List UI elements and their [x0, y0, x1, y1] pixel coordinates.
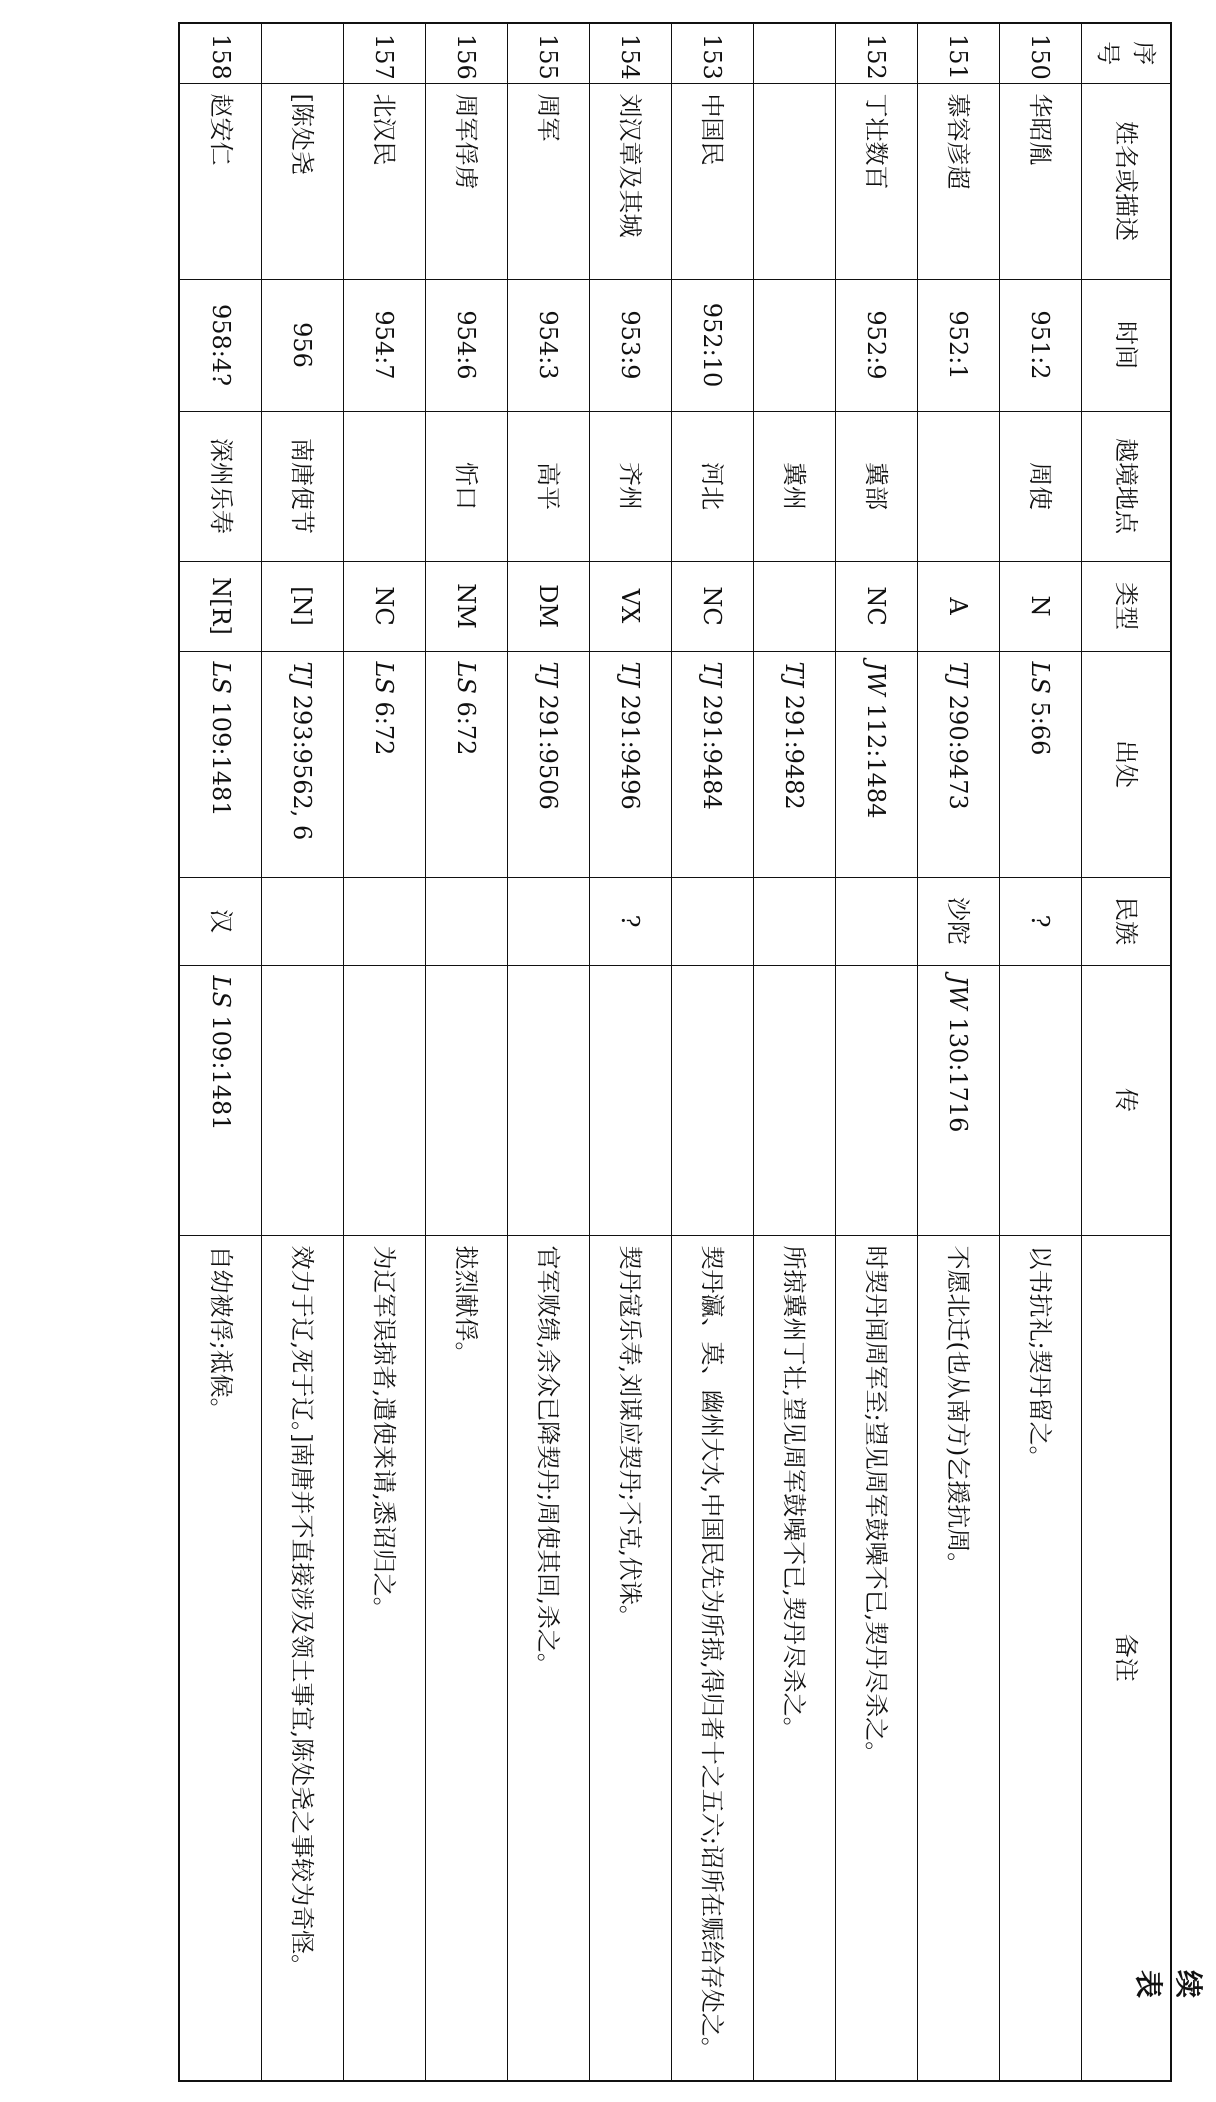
- cell-ethnicity: ?: [590, 877, 672, 965]
- cell-time: 952:10: [672, 279, 754, 411]
- table-row: [672, 23, 754, 2081]
- cell-source: [754, 651, 836, 877]
- cell-ethnicity: [508, 877, 590, 965]
- table-header: [1082, 23, 1172, 2081]
- cell-ethnicity: [344, 877, 426, 965]
- cell-source: [344, 651, 426, 877]
- table-row: [508, 23, 590, 2081]
- cell-place: 齐州: [590, 411, 672, 561]
- source-ref: 112:1484: [862, 703, 891, 819]
- cell-notes: 挞烈献俘。: [426, 1235, 508, 2081]
- cell-source: [508, 651, 590, 877]
- cell-notes: 自幼被俘;祗候。: [180, 1235, 262, 2081]
- cell-place: 冀部: [836, 411, 918, 561]
- cell-place: 冀州: [754, 411, 836, 561]
- table-row: [426, 23, 508, 2081]
- biography-book: LS: [206, 975, 235, 1008]
- source-book: JW: [862, 661, 891, 696]
- cell-name: 赵安仁: [180, 83, 262, 279]
- cell-ethnicity: [836, 877, 918, 965]
- cell-num: 155: [508, 23, 590, 83]
- cell-time: 956: [262, 279, 344, 411]
- cell-name: 北汉民: [344, 83, 426, 279]
- cell-num: 158: [180, 23, 262, 83]
- cell-source: [590, 651, 672, 877]
- header-ethnicity: 民族: [1082, 877, 1172, 965]
- cell-notes: 为辽军误掠者,遣使来请,悉诏归之。: [344, 1235, 426, 2081]
- cell-notes: 官军败绩,余众已降契丹;周使其回,杀之。: [508, 1235, 590, 2081]
- cell-source: [180, 651, 262, 877]
- cell-name: 刘汉章及其城: [590, 83, 672, 279]
- cell-place: 忻口: [426, 411, 508, 561]
- cell-notes: 不愿北迁(也从南方)乞援抗周。: [918, 1235, 1000, 2081]
- cell-type: A: [918, 561, 1000, 651]
- cell-notes: 以书抗礼;契丹留之。: [1000, 1235, 1082, 2081]
- cell-ethnicity: ?: [1000, 877, 1082, 965]
- cell-biography: [754, 965, 836, 1235]
- cell-name: [陈处尧: [262, 83, 344, 279]
- cell-num: 150: [1000, 23, 1082, 83]
- cell-biography: [590, 965, 672, 1235]
- header-num: 序号: [1082, 23, 1172, 83]
- source-book: LS: [370, 661, 399, 694]
- source-book: LS: [452, 661, 481, 694]
- cell-num: 152: [836, 23, 918, 83]
- cell-ethnicity: [754, 877, 836, 965]
- cell-type: [754, 561, 836, 651]
- header-row: [1082, 23, 1172, 2081]
- cell-num: 156: [426, 23, 508, 83]
- cell-time: 951:2: [1000, 279, 1082, 411]
- cell-time: 958:4?: [180, 279, 262, 411]
- header-source: 出处: [1082, 651, 1172, 877]
- header-name: 姓名或描述: [1082, 83, 1172, 279]
- source-book: TJ: [534, 661, 563, 688]
- cell-ethnicity: 汉: [180, 877, 262, 965]
- cell-source: [836, 651, 918, 877]
- cell-time: 952:1: [918, 279, 1000, 411]
- source-ref: 109:1481: [206, 701, 235, 817]
- table-row: [754, 23, 836, 2081]
- cell-num: [262, 23, 344, 83]
- cell-type: N[R]: [180, 561, 262, 651]
- cell-name: 周军: [508, 83, 590, 279]
- cell-biography: [344, 965, 426, 1235]
- cell-name: 中国民: [672, 83, 754, 279]
- biography-book: JW: [944, 975, 973, 1010]
- header-notes: 备注: [1082, 1235, 1172, 2081]
- cell-time: 954:7: [344, 279, 426, 411]
- source-ref: 291:9506: [534, 694, 563, 810]
- cell-biography: [262, 965, 344, 1235]
- cell-type: NC: [836, 561, 918, 651]
- cell-ethnicity: [262, 877, 344, 965]
- continued-table-caption: 续 表: [1132, 1970, 1205, 2025]
- cell-ethnicity: [426, 877, 508, 965]
- source-book: LS: [1026, 661, 1055, 694]
- source-book: LS: [206, 661, 235, 694]
- cell-biography: [426, 965, 508, 1235]
- cell-notes: 所掠冀州丁壮,望见周军鼓噪不已,契丹尽杀之。: [754, 1235, 836, 2081]
- cell-notes: 时契丹闻周军至;望见周军鼓噪不已,契丹尽杀之。: [836, 1235, 918, 2081]
- table-row: [836, 23, 918, 2081]
- cell-ethnicity: [672, 877, 754, 965]
- biography-ref: 109:1481: [206, 1015, 235, 1131]
- cell-place: 南唐使节: [262, 411, 344, 561]
- cell-time: 954:6: [426, 279, 508, 411]
- cell-name: 慕容彦超: [918, 83, 1000, 279]
- source-ref: 5:66: [1026, 701, 1055, 756]
- source-book: TJ: [616, 661, 645, 688]
- source-ref: 291:9484: [698, 694, 727, 810]
- cell-notes: 契丹寇乐寿,刘谋应契丹;不克,伏诛。: [590, 1235, 672, 2081]
- biography-ref: 130:1716: [944, 1017, 973, 1133]
- cell-time: 954:3: [508, 279, 590, 411]
- cell-type: DM: [508, 561, 590, 651]
- cell-type: NM: [426, 561, 508, 651]
- cell-type: [N]: [262, 561, 344, 651]
- cell-place: 高平: [508, 411, 590, 561]
- border-crossings-table: [179, 22, 1173, 2082]
- cell-name: [754, 83, 836, 279]
- header-type: 类型: [1082, 561, 1172, 651]
- source-ref: 6:72: [452, 701, 481, 756]
- cell-source: [672, 651, 754, 877]
- source-ref: 6:72: [370, 701, 399, 756]
- header-place: 越境地点: [1082, 411, 1172, 561]
- cell-type: NC: [344, 561, 426, 651]
- cell-notes: 效力于辽,死于辽。]南唐并不直接涉及领土事宜,陈处尧之事较为奇怪。: [262, 1235, 344, 2081]
- cell-num: [754, 23, 836, 83]
- source-ref: 293:9562, 6: [288, 694, 317, 841]
- cell-num: 151: [918, 23, 1000, 83]
- cell-place: 深州乐寿: [180, 411, 262, 561]
- cell-num: 153: [672, 23, 754, 83]
- table-row: [590, 23, 672, 2081]
- cell-biography: [180, 965, 262, 1235]
- source-book: TJ: [780, 661, 809, 688]
- cell-ethnicity: 沙陀: [918, 877, 1000, 965]
- source-book: TJ: [944, 661, 973, 688]
- cell-type: N: [1000, 561, 1082, 651]
- cell-name: 丁壮数百: [836, 83, 918, 279]
- cell-place: [344, 411, 426, 561]
- source-ref: 290:9473: [944, 694, 973, 810]
- table-row: [344, 23, 426, 2081]
- cell-time: 953:9: [590, 279, 672, 411]
- cell-place: 河北: [672, 411, 754, 561]
- cell-biography: [672, 965, 754, 1235]
- cell-biography: [1000, 965, 1082, 1235]
- cell-time: 952:9: [836, 279, 918, 411]
- cell-source: [262, 651, 344, 877]
- cell-type: VX: [590, 561, 672, 651]
- table-row: [918, 23, 1000, 2081]
- cell-name: 周军俘虏: [426, 83, 508, 279]
- cell-biography: [836, 965, 918, 1235]
- source-ref: 291:9482: [780, 694, 809, 810]
- table-row: [180, 23, 262, 2081]
- cell-source: [426, 651, 508, 877]
- cell-name: 华昭胤: [1000, 83, 1082, 279]
- source-book: TJ: [288, 661, 317, 688]
- cell-place: 周使: [1000, 411, 1082, 561]
- cell-place: [918, 411, 1000, 561]
- cell-num: 154: [590, 23, 672, 83]
- cell-num: 157: [344, 23, 426, 83]
- source-ref: 291:9496: [616, 694, 645, 810]
- source-book: TJ: [698, 661, 727, 688]
- table-row: [1000, 23, 1082, 2081]
- cell-source: [918, 651, 1000, 877]
- table-body: [180, 23, 1082, 2081]
- cell-type: NC: [672, 561, 754, 651]
- table-row: [262, 23, 344, 2081]
- cell-source: [1000, 651, 1082, 877]
- cell-biography: [918, 965, 1000, 1235]
- header-biography: 传: [1082, 965, 1172, 1235]
- cell-biography: [508, 965, 590, 1235]
- header-time: 时间: [1082, 279, 1172, 411]
- cell-notes: 契丹瀛、莫、幽州大水,中国民先为所掠,得归者十之五六;诏所在赈给存处之。: [672, 1235, 754, 2081]
- cell-time: [754, 279, 836, 411]
